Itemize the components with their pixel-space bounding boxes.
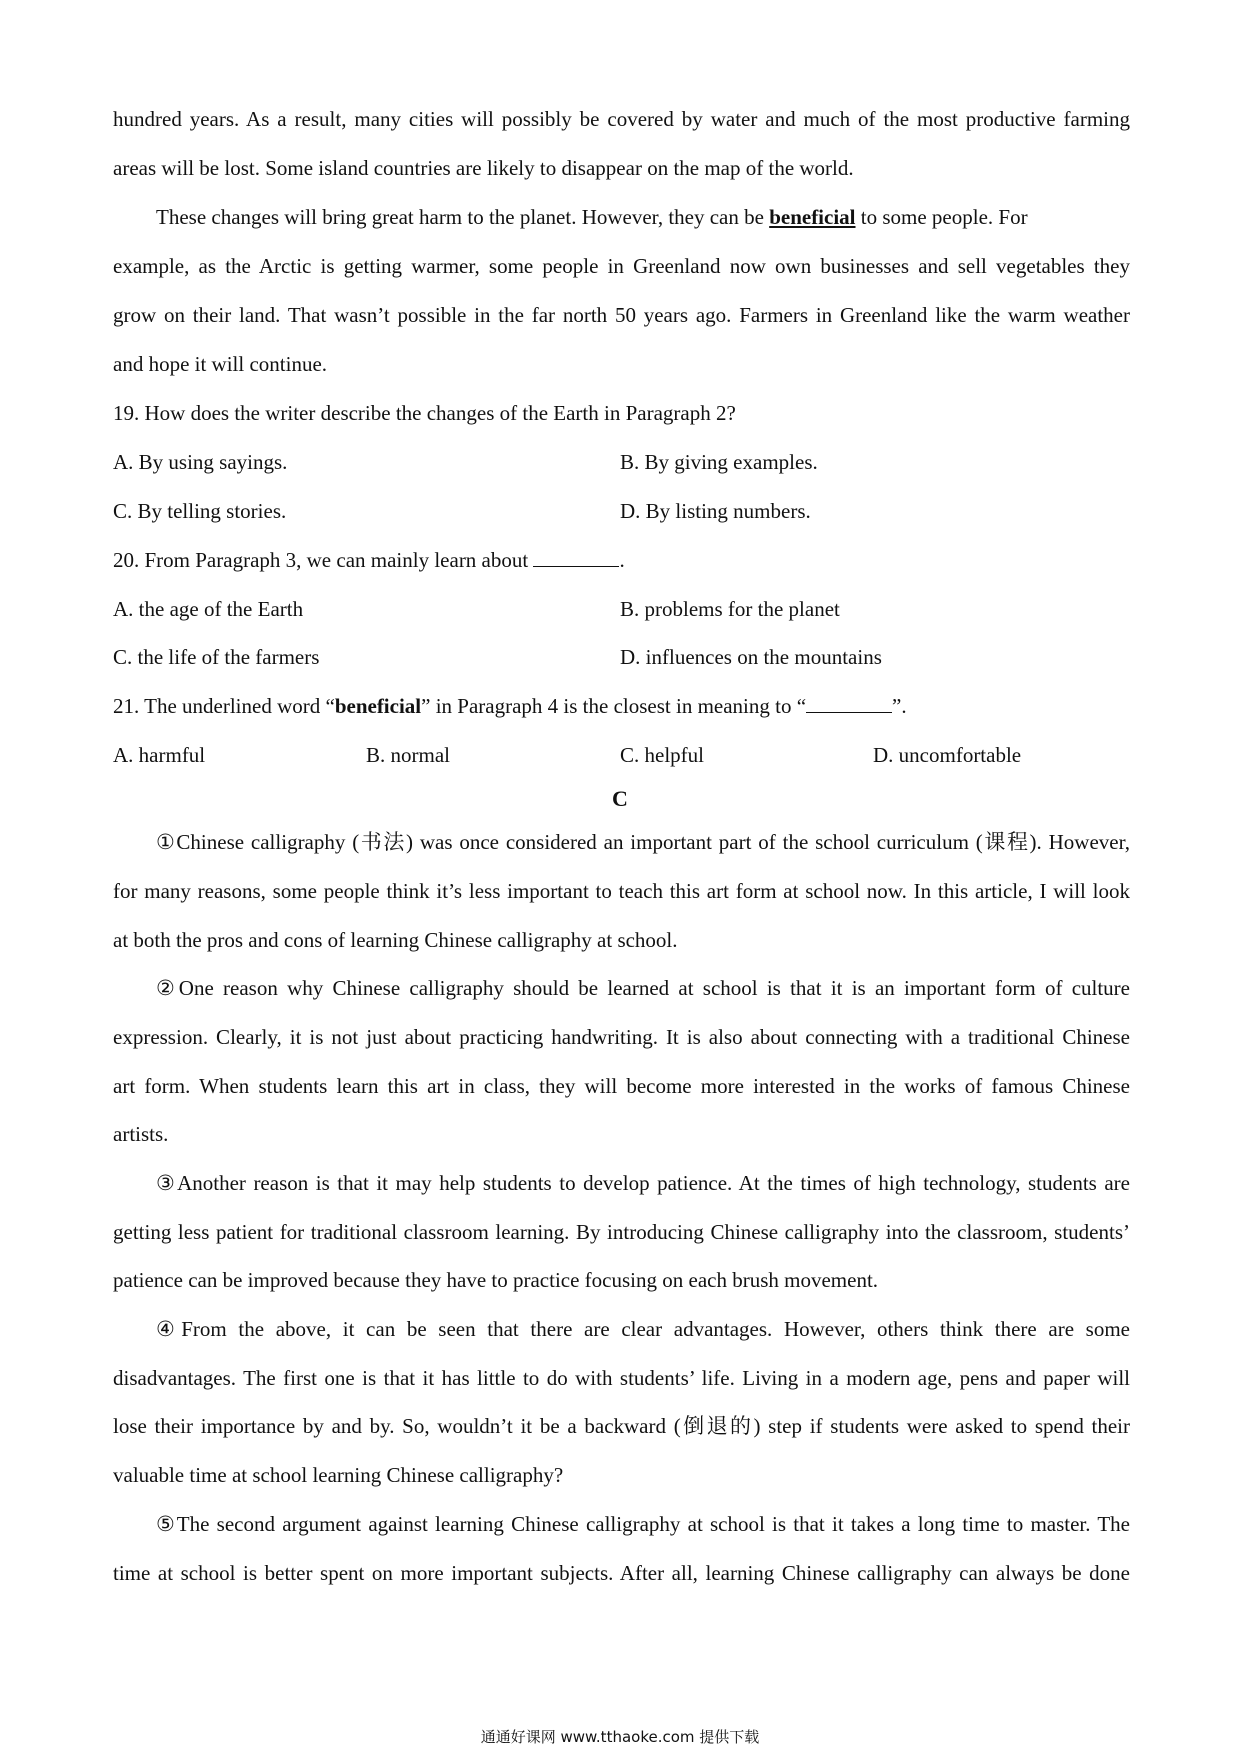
option-a: A. harmful [113, 743, 206, 767]
paragraph-line: ③Another reason is that it may help students to develop patience. At the times of high technology, students are [156, 1171, 1130, 1195]
paragraph-line: for many reasons, some people think it’s less important to teach this art form at school now. In this article, I will look [113, 879, 1130, 903]
answer-blank [806, 694, 892, 713]
text-run: to some people. For [855, 205, 1028, 229]
question-stem [113, 546, 1130, 574]
option-d: D. By listing numbers. [620, 499, 811, 523]
option-b: B. normal [366, 743, 450, 767]
option-d: D. uncomfortable [873, 743, 1022, 767]
text-run: ”. [892, 694, 907, 718]
paragraph-line: hundred years. As a result, many cities will possibly be covered by water and much of the most productive farming [113, 107, 1130, 131]
underlined-keyword: beneficial [769, 205, 856, 229]
paragraph-line: art form. When students learn this art in class, they will become more interested in the works of famous Chinese [113, 1074, 1130, 1098]
paragraph-line: time at school is better spent on more important subjects. After all, learning Chinese calligraphy can always be done [113, 1561, 1130, 1585]
paragraph-line: ①Chinese calligraphy (书法) was once considered an important part of the school curriculum (课程). However, [156, 830, 1130, 854]
text-run: These changes will bring great harm to the planet. However, they can be [156, 205, 770, 229]
question-stem: 19. How does the writer describe the changes of the Earth in Paragraph 2? [113, 401, 736, 425]
answer-blank [533, 548, 619, 567]
option-c: C. helpful [620, 743, 704, 767]
paragraph-line: ⑤The second argument against learning Chinese calligraphy at school is that it takes a long time to master. The [156, 1512, 1130, 1536]
paragraph-line: artists. [113, 1122, 169, 1146]
option-d: D. influences on the mountains [620, 645, 882, 669]
paragraph-line: areas will be lost. Some island countries are likely to disappear on the map of the world. [113, 156, 854, 180]
text-run: ” in Paragraph 4 is the closest in meaning to “ [421, 694, 807, 718]
paragraph-line: disadvantages. The first one is that it has little to do with students’ life. Living in a modern age, pens and paper will [113, 1366, 1130, 1390]
paragraph-line: lose their importance by and by. So, wouldn’t it be a backward (倒退的) step if students were asked to spend their [113, 1414, 1130, 1438]
text-run: 21. The underlined word “ [113, 694, 335, 718]
paragraph-line: example, as the Arctic is getting warmer, some people in Greenland now own businesses and sell vegetables they [113, 254, 1130, 278]
text-run: 20. From Paragraph 3, we can mainly learn about [113, 548, 534, 572]
question-stem [113, 692, 1130, 720]
paragraph-line [156, 203, 1130, 231]
option-b: B. By giving examples. [620, 450, 818, 474]
paragraph-line: grow on their land. That wasn’t possible in the far north 50 years ago. Farmers in Greenland like the warm weather [113, 303, 1130, 327]
option-c: C. By telling stories. [113, 499, 287, 523]
paragraph-line: getting less patient for traditional classroom learning. By introducing Chinese calligraphy into the classroom, students’ [113, 1220, 1130, 1244]
paragraph-line: ②One reason why Chinese calligraphy should be learned at school is that it is an important form of culture [156, 976, 1130, 1000]
option-a: A. the age of the Earth [113, 597, 304, 621]
paragraph-line: ④From the above, it can be seen that there are clear advantages. However, others think there are some [156, 1317, 1130, 1341]
paragraph-line: expression. Clearly, it is not just about practicing handwriting. It is also about connecting with a traditional Chinese [113, 1025, 1130, 1049]
section-title: C [612, 786, 628, 811]
paragraph-line: and hope it will continue. [113, 352, 328, 376]
paragraph-line: at both the pros and cons of learning Chinese calligraphy at school. [113, 928, 678, 952]
page-footer: 通通好课网 www.tthaoke.com 提供下载 [480, 1728, 760, 1746]
option-a: A. By using sayings. [113, 450, 288, 474]
bold-keyword: beneficial [334, 694, 422, 718]
paragraph-line: valuable time at school learning Chinese calligraphy? [113, 1463, 564, 1487]
paragraph-line: patience can be improved because they have to practice focusing on each brush movement. [113, 1268, 879, 1292]
option-c: C. the life of the farmers [113, 645, 320, 669]
option-b: B. problems for the planet [620, 597, 840, 621]
text-run: . [619, 548, 625, 572]
